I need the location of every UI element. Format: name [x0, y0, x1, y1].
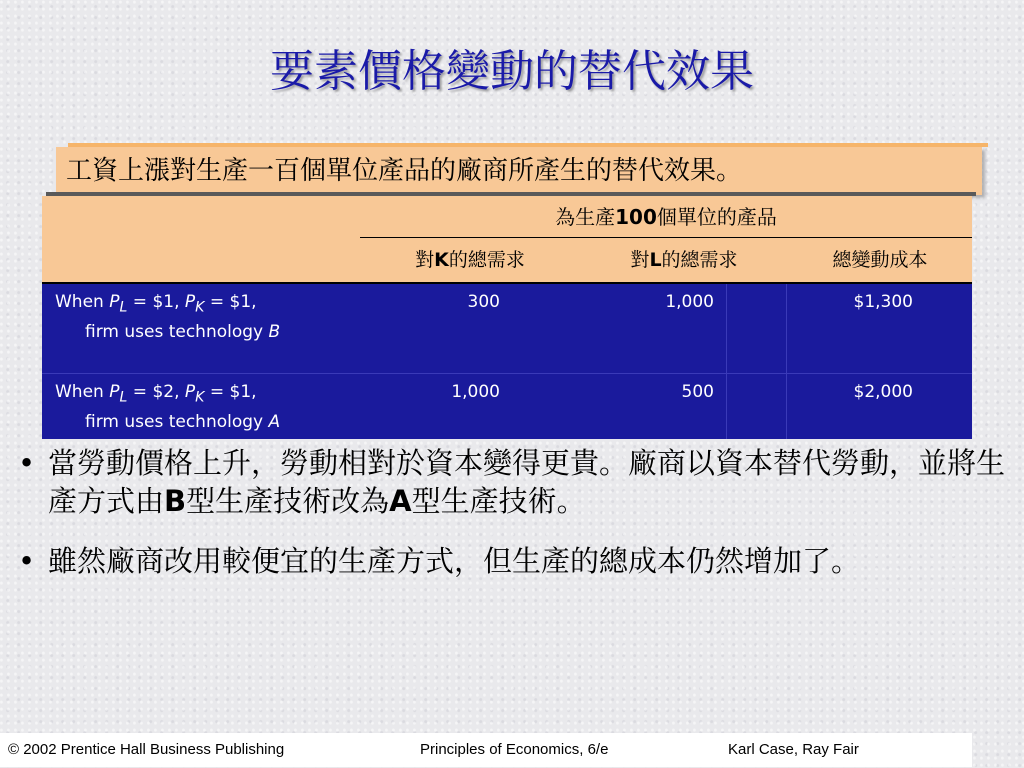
- total-cost: $1,300: [853, 292, 913, 312]
- l-demand: 1,000: [665, 292, 714, 312]
- bullet-dot: •: [18, 544, 36, 578]
- k-demand: 300: [467, 292, 500, 312]
- footer: [0, 733, 972, 767]
- row-divider: [42, 373, 972, 374]
- row-label: When $P_L$ = $1, $P_K$ = $1, firm uses technology B: [55, 292, 281, 343]
- footer-authors: Karl Case, Ray Fair: [728, 741, 859, 758]
- col-header-cost: 總變動成本: [832, 249, 928, 271]
- bullet-item: • 雖然廠商改用較便宜的生產方式，但生產的總成本仍然增加了。: [18, 544, 861, 578]
- column-divider: [786, 284, 787, 439]
- row-label: When $P_L$ = $2, $P_K$ = $1, firm uses technology A: [55, 382, 281, 433]
- footer-book: Principles of Economics, 6/e: [420, 741, 609, 758]
- bullet-list: [10, 444, 1020, 602]
- group-header: 為生產100個單位的產品: [555, 205, 777, 229]
- footer-copyright: © 2002 Prentice Hall Business Publishing: [8, 741, 285, 758]
- table-caption: 工資上漲對生產一百個單位產品的廠商所產生的替代效果。: [56, 147, 982, 195]
- col-header-k: 對K的總需求: [415, 249, 525, 271]
- bullet-item: • 當勞動價格上升，勞動相對於資本變得更貴。廠商以資本替代勞動，並將生產方式由B型生產技術改為A型生產技術。: [18, 446, 1006, 518]
- k-demand: 1,000: [451, 382, 500, 402]
- column-divider: [726, 284, 727, 439]
- col-header-l: 對L的總需求: [630, 249, 738, 271]
- header-divider: [360, 237, 972, 238]
- total-cost: $2,000: [853, 382, 913, 402]
- bullet-dot: •: [18, 446, 36, 480]
- slide-title: 要素價格變動的替代效果: [270, 46, 754, 97]
- l-demand: 500: [681, 382, 714, 402]
